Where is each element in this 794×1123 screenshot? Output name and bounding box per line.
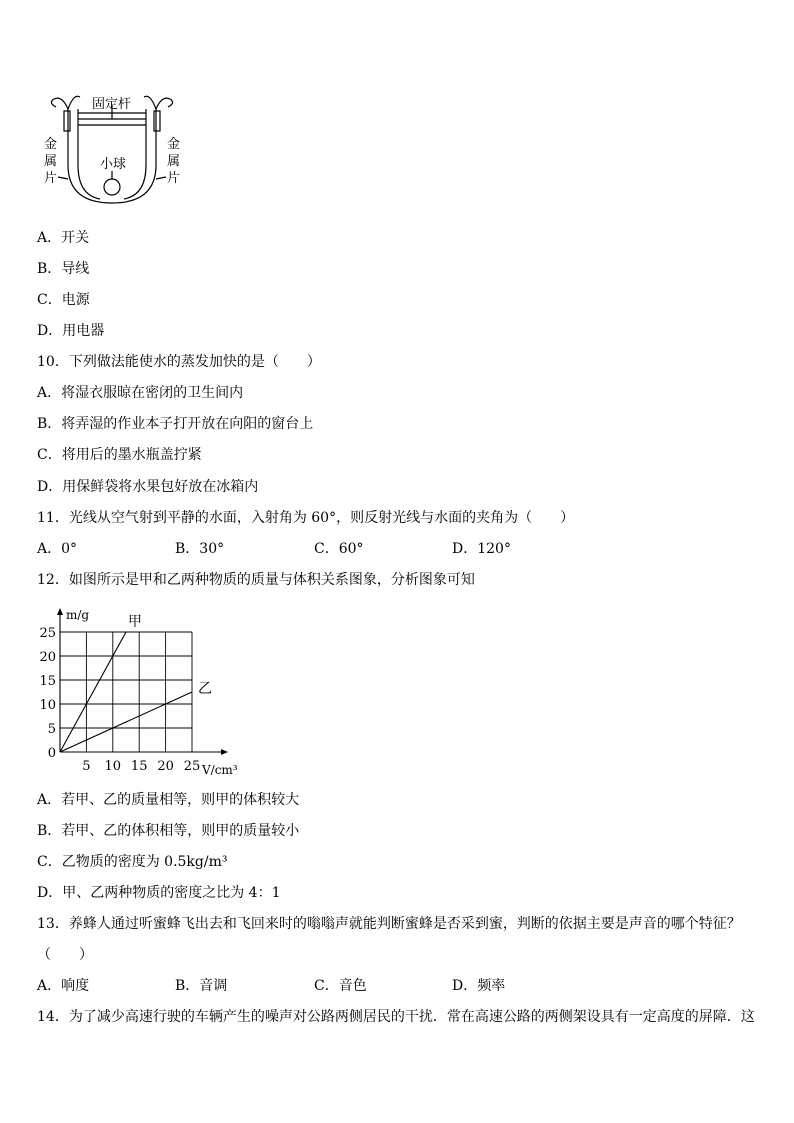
y-axis-label: m/g: [66, 608, 90, 622]
q13-stem: 13．养蜂人通过听蜜蜂飞出去和飞回来时的嗡嗡声就能判断蜜蜂是否采到蜜，判断的依据主要是声音的哪个特征？: [37, 916, 741, 932]
x-tick-label-0: 5: [82, 759, 91, 774]
q12-option-d: D．甲、乙两种物质的密度之比为 4：1: [37, 885, 281, 901]
label-metal-right: 金 属 片: [167, 137, 181, 186]
q12-stem: 12．如图所示是甲和乙两种物质的质量与体积关系图象，分析图象可知: [37, 572, 475, 588]
y-tick-label-5: 25: [39, 626, 56, 641]
q10-option-d: D．用保鲜袋将水果包好放在冰箱内: [37, 479, 259, 495]
q10-stem: 10．下列做法能使水的蒸发加快的是（ ）: [37, 354, 321, 370]
label-fixed-rod: 固定杆: [92, 97, 132, 112]
x-tick-label-4: 25: [183, 759, 201, 774]
y-tick-label-2: 10: [39, 698, 56, 713]
q9-option-a: A．开关: [37, 230, 90, 246]
q13-option-c: C．音色: [314, 978, 367, 994]
q10-option-a: A．将湿衣服晾在密闭的卫生间内: [37, 385, 244, 401]
q14-stem: 14．为了减少高速行驶的车辆产生的噪声对公路两侧居民的干扰．常在高速公路的两侧架设具有一定高度的屏障．这: [37, 1009, 755, 1025]
y-tick-label-3: 15: [39, 674, 56, 689]
q12-option-b: B．若甲、乙的体积相等，则甲的质量较小: [37, 823, 300, 839]
y-tick-label-4: 20: [39, 650, 56, 665]
q11-option-c: C．60°: [314, 541, 364, 557]
q12-option-a: A．若甲、乙的质量相等，则甲的体积较大: [37, 792, 300, 808]
x-tick-label-1: 10: [104, 759, 122, 774]
q9-option-c: C．电源: [37, 292, 90, 308]
x-tick-label-3: 20: [157, 759, 174, 774]
q13-blank: （ ）: [37, 947, 93, 963]
q13-option-a: A．响度: [37, 978, 90, 994]
q9-option-b: B．导线: [37, 261, 90, 277]
label-ball: 小球: [100, 157, 127, 172]
series-label-1: 乙: [198, 681, 212, 697]
q13-option-d: D．频率: [452, 978, 506, 994]
series-label-0: 甲: [128, 614, 142, 630]
q10-option-b: B．将弄湿的作业本子打开放在向阳的窗台上: [37, 416, 314, 432]
y-tick-label-1: 5: [47, 722, 56, 737]
q11-option-b: B．30°: [175, 541, 225, 557]
q11-option-a: A．0°: [37, 541, 78, 557]
mass-volume-chart: [30, 605, 270, 780]
y-tick-label-0: 0: [47, 746, 56, 761]
q12-option-c: C．乙物质的密度为 0.5kg/m³: [37, 854, 228, 870]
q9-option-d: D．用电器: [37, 323, 105, 339]
label-metal-left: 金 属 片: [44, 137, 58, 186]
q11-option-d: D．120°: [452, 541, 511, 557]
x-axis-label: V/cm³: [202, 763, 238, 777]
y-axis-arrow: [57, 608, 63, 615]
x-tick-label-2: 15: [130, 759, 148, 774]
q10-option-c: C．将用后的墨水瓶盖拧紧: [37, 447, 202, 463]
series-line-1: [60, 692, 192, 752]
series-line-0: [60, 632, 126, 752]
x-axis-arrow: [221, 749, 228, 755]
q13-option-b: B．音调: [175, 978, 228, 994]
q11-stem: 11．光线从空气射到平静的水面，入射角为 60°，则反射光线与水面的夹角为（ ）: [37, 510, 575, 526]
